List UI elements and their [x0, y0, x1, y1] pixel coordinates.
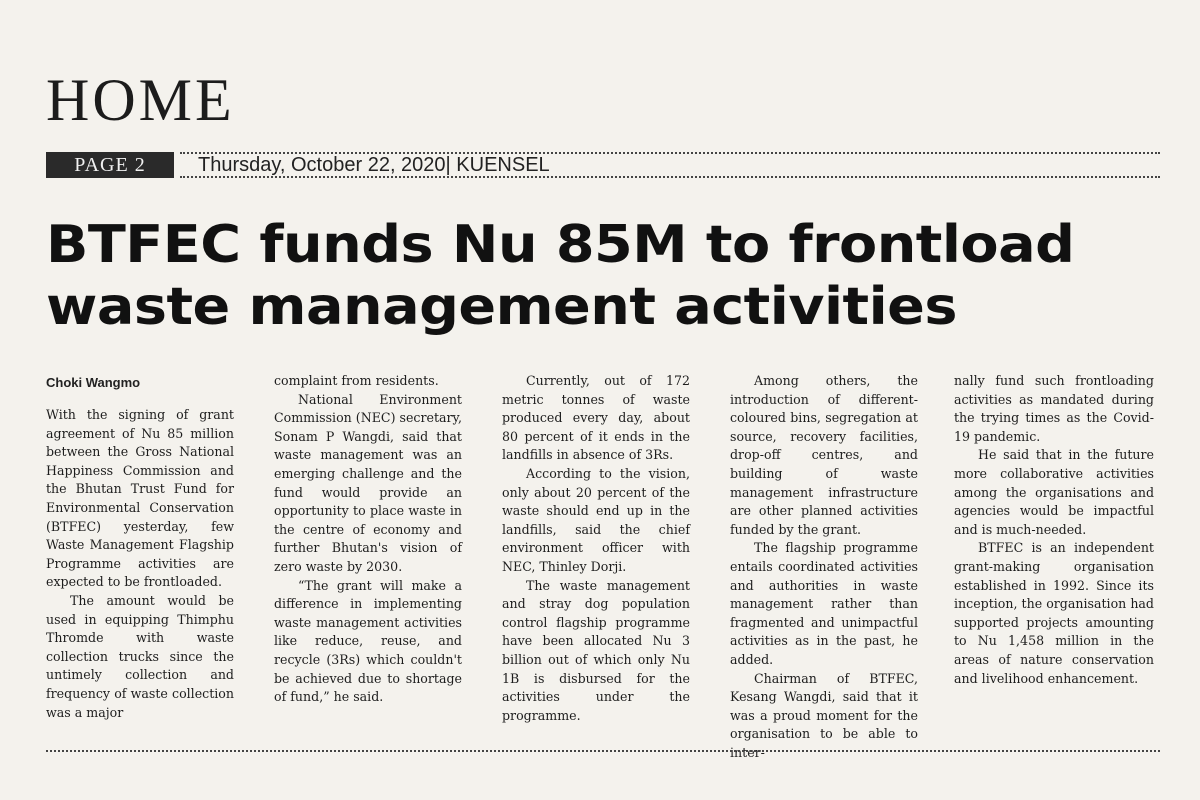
section-title: HOME [46, 67, 235, 133]
dotted-rule-footer [46, 750, 1160, 752]
page-bar [46, 152, 1160, 178]
paragraph: According to the vision, only about 20 percent of the waste should end up in the landfills, said the chief environment officer with NEC, Thinley Dorji. [502, 465, 690, 574]
dateline: Thursday, October 22, 2020| KUENSEL [198, 154, 550, 176]
headline-line-2: waste management activities [46, 277, 957, 337]
article-column-3 [502, 372, 690, 725]
paragraph: Currently, out of 172 metric tonnes of waste produced every day, about 80 percent of it ends in the landfills in absence of 3Rs. [502, 373, 690, 463]
paragraph: He said that in the future more collaborative activities among the organisations and agencies would be impactful and is much-needed. [954, 447, 1154, 537]
headline [46, 214, 1200, 338]
paragraph: Chairman of BTFEC, Kesang Wangdi, said that it was a proud moment for the organisation to be able to inter- [730, 670, 918, 760]
paragraph: With the signing of grant agreement of Nu 85 million between the Gross National Happiness Commission and the Bhutan Trust Fund for Environmental Conservation (BTFEC) yesterday, few Waste Management Flagship Programme activities are expected to be frontloaded. [46, 407, 234, 590]
paragraph: Among others, the introduction of different-coloured bins, segregation at source, recovery facilities, drop-off centres, and building of waste management infrastructure are other planned activities funded by the grant. [730, 373, 918, 537]
article-column-5 [954, 372, 1154, 688]
paragraph: The waste management and stray dog population control flagship programme have been allocated Nu 3 billion out of which only Nu 1B is disbursed for the activities under the programme. [502, 577, 690, 723]
paragraph: The amount would be used in equipping Thimphu Thromde with waste collection trucks since the untimely collection and frequency of waste collection was a major [46, 592, 234, 720]
headline-line-1: BTFEC funds Nu 85M to frontload [46, 215, 1075, 275]
paragraph: complaint from residents. [274, 373, 439, 388]
paragraph: nally fund such frontloading activities as mandated during the trying times as the Covid-19 pandemic. [954, 373, 1154, 444]
paragraph: The flagship programme entails coordinated activities and authorities in waste management rather than fragmented and unimpactful activities as in the past, he added. [730, 540, 918, 667]
article-column-1 [46, 406, 234, 722]
byline: Choki Wangmo [46, 375, 141, 390]
page-label: PAGE 2 [46, 152, 174, 178]
dotted-rule-bottom [180, 176, 1160, 178]
paragraph: “The grant will make a difference in implementing waste management activities like reduce, reuse, and recycle (3Rs) which couldn't be achieved due to shortage of fund,” he said. [274, 577, 462, 705]
paragraph: BTFEC is an independent grant-making organisation established in 1992. Since its inception, the organisation had supported projects amounting to Nu 1,458 million in the areas of nature conservation and livelihood enhancement. [954, 540, 1154, 686]
article-column-4 [730, 372, 918, 762]
paragraph: National Environment Commission (NEC) secretary, Sonam P Wangdi, said that waste management was an emerging challenge and the fund would provide an opportunity to place waste in the centre of economy and further Bhutan's vision of zero waste by 2030. [274, 391, 462, 574]
article-column-2 [274, 372, 462, 707]
